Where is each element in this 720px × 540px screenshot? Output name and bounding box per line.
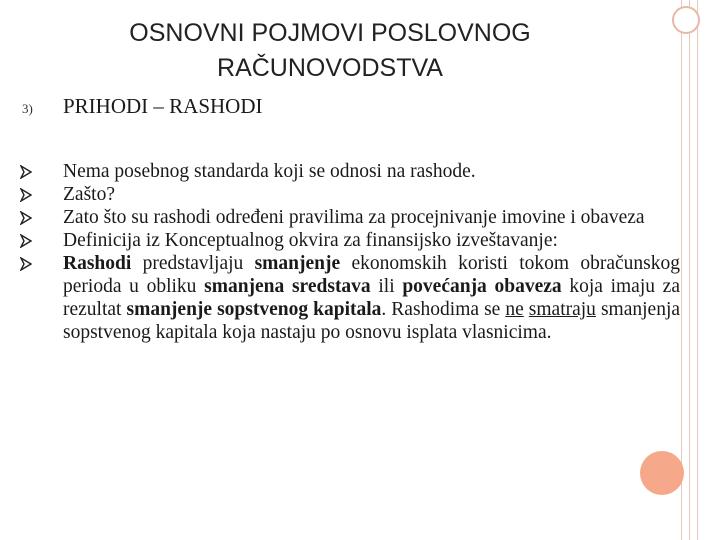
slide-title: [60, 16, 600, 86]
term-smanjenje-kapitala: smanjenje sopstvenog kapitala: [126, 299, 382, 320]
slide-title-line-2: RAČUNOVODSTVA: [217, 54, 443, 82]
decorative-line: [697, 0, 698, 540]
term-smanjena-sredstava: smanjena sredstava: [204, 276, 371, 297]
bullet-item: [20, 183, 680, 206]
arrow-bullet-icon: [20, 165, 32, 179]
bullet-text: Zašto?: [63, 184, 115, 205]
bullet-item: [20, 229, 680, 252]
definition-text: . Rashodima se: [381, 299, 506, 320]
underlined-ne: ne: [505, 299, 524, 320]
section-number: 3): [22, 101, 33, 116]
definition-text: ekonomskih koristi tokom obračunskog perioda u obliku: [63, 253, 680, 297]
decorative-line: [681, 0, 682, 540]
slide-title-line-1: OSNOVNI POJMOVI POSLOVNOG: [129, 19, 531, 47]
definition-text: predstavljaju: [131, 253, 255, 274]
decorative-circle-top: [672, 6, 700, 34]
bullet-text: Zato što su rashodi određeni pravilima za procejnivanje imovine i obaveza: [63, 207, 645, 228]
bullet-list: [20, 160, 680, 344]
bullet-item-definition: [20, 252, 680, 344]
underlined-smatraju: smatraju: [528, 299, 596, 320]
bullet-item: [20, 206, 680, 229]
term-rashodi: Rashodi: [63, 253, 132, 274]
decorative-circle-bottom: [640, 451, 684, 495]
arrow-bullet-icon: [20, 188, 32, 202]
arrow-bullet-icon: [20, 211, 32, 225]
definition-text: ili: [370, 276, 403, 297]
term-povecanja-obaveza: povećanja obaveza: [402, 276, 562, 297]
definition-text: smanjenja sopstvenog kapitala koja nastaju po osnovu isplata vlasnicima.: [63, 299, 681, 343]
arrow-bullet-icon: [20, 257, 32, 271]
bullet-item: [20, 160, 680, 183]
definition-text: koja imaju za rezultat: [63, 276, 680, 320]
section-heading: PRIHODI – RASHODI: [63, 94, 263, 118]
bullet-text: Definicija iz Konceptualnog okvira za finansijsko izveštavanje:: [63, 230, 558, 251]
arrow-bullet-icon: [20, 234, 32, 248]
decorative-line: [689, 0, 690, 540]
bullet-text: Nema posebnog standarda koji se odnosi na rashode.: [63, 161, 476, 182]
term-smanjenje: smanjenje: [254, 253, 341, 274]
